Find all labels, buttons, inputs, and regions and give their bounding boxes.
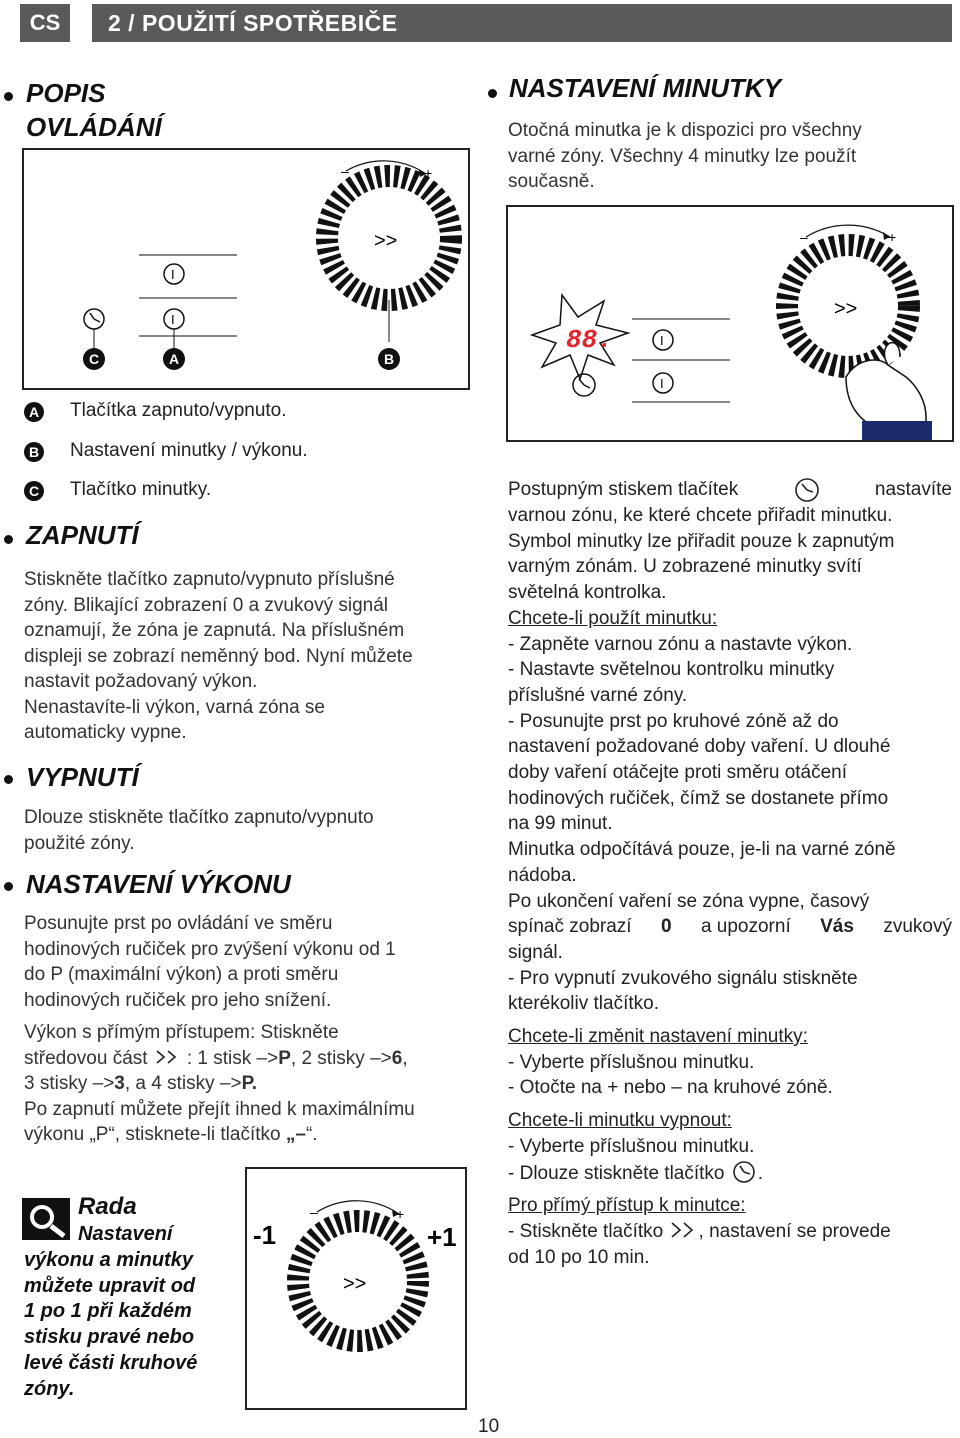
vypnuti-paragraph: Dlouze stiskněte tlačítko zapnuto/vypnuto použité zóny. [24,807,374,854]
svg-text:>>: >> [343,1273,367,1295]
svg-text:B: B [384,351,395,367]
slider-dial-diagram [327,161,451,342]
legend-letter-a: A [24,402,44,422]
timer-icon [792,477,822,503]
power-button-icon-2 [164,309,184,329]
legend-text-c: Tlačítko minutky. [70,479,212,500]
minus-label: – [341,163,349,179]
label-c-marker [83,348,105,370]
zapnuti-paragraph: Stiskněte tlačítko zapnuto/vypnuto příslušné zóny. Blikající zobrazení 0 a zvukový signál oznamují, že zóna je zapnutá. Na příslušném displeji se zobrazí neměnný bod. Nyní můžete nastavit požadovaný výkon. Nenastavíte-li výkon, varná zóna se automaticky vypne. [24,569,413,743]
svg-text:A: A [169,351,180,367]
language-tag: CS [20,4,70,42]
svg-text:–: – [800,229,808,245]
chevrons-icon [669,1221,699,1239]
rada-line: Nastavení [78,1223,173,1245]
chevrons-icon [153,1049,187,1065]
timer-icon [573,374,595,396]
svg-text:–: – [310,1204,318,1220]
bullet [488,89,497,98]
magnifier-icon [22,1198,70,1240]
dial-diagram-2 [245,1167,467,1410]
timer-diagram [506,205,954,442]
bullet [4,882,13,891]
svg-text:C: C [89,351,100,367]
legend-letter-c: C [24,481,44,501]
page-number: 10 [478,1416,500,1437]
rada-paragraph: výkonu a minutky můžete upravit od 1 po 1 při každém stisku pravé nebo levé části kruhové zóny. [24,1249,198,1400]
legend-text-a: Tlačítka zapnuto/vypnuto. [70,400,287,421]
direct-power-paragraph: Výkon s přímým přístupem: Stiskněte středovou část : 1 stisk –>P, 2 stisky –>6, 3 stisky –>3, a 4 stisky –>P. Po zapnutí můžete přejít ihned k maximálnímu výkonu „P“, stisknete-li tlačítko „–“. [24,1022,415,1145]
minus-one-label: -1 [253,1220,277,1250]
display-digits: 88. [566,325,613,355]
bullet [4,535,13,544]
plus-label: + [424,165,433,181]
minutka-paragraph: Otočná minutka je k dispozici pro všechny varné zóny. Všechny 4 minutky lze použít současně. [508,120,862,192]
svg-text:I: I [171,312,175,327]
svg-text:>>: >> [834,298,858,320]
svg-text:I: I [660,376,664,391]
svg-text:I: I [660,333,664,348]
label-a-marker [163,348,185,370]
vykon-paragraph: Posunujte prst po ovládání ve směru hodinových ručiček pro zvýšení výkonu od 1 do P (maximální výkon) a proti směru hodinových ručiček pro jeho snížení. [24,913,396,1011]
control-panel-diagram [22,148,470,390]
timer-icon [84,309,104,329]
legend-text-b: Nastavení minutky / výkonu. [70,440,308,461]
legend-letter-b: B [24,442,44,462]
zapnuti-title: ZAPNUTÍ [26,520,139,550]
bullet [4,92,13,101]
vykon-title: NASTAVENÍ VÝKONU [26,869,291,899]
rada-title: Rada [78,1193,137,1220]
bullet [4,775,13,784]
power-button-icon [164,264,184,284]
svg-text:I: I [171,267,175,282]
chapter-header: 2 / POUŽITÍ SPOTŘEBIČE [92,4,952,42]
power-button-icon-2 [653,373,673,393]
svg-text:+: + [396,1206,405,1222]
minutka-title: NASTAVENÍ MINUTKY [509,73,782,103]
timer-icon [730,1160,758,1184]
power-button-icon [653,330,673,350]
timer-instructions: Postupným stiskem tlačítek nastavíte varnou zónu, ke které chcete přiřadit minutku. Symbol minutky lze přiřadit pouze k zapnutým varným zónám. U zobrazené minutky svítí světelná kontrolka. Chcete-li použít minutku: - Zapněte varnou zónu a nastavte výkon. - Nastavte světelnou kontrolku minutky příslušné varné zóny. - Posunujte prst po kruhové zóně až do nastavení požadované doby vaření. U dlouhé doby vaření otáčejte proti směru otáčení hodinových ručiček, čímž se dostanete přímo na 99 minut. Minutka odpočítává pouze, je-li na varné zóně nádoba. Po ukončení vaření se zóna vypne, časový spínač zobrazí 0 a upozorní Vás zvukový signál. - Pro vypnutí zvukového signálu stiskněte kterékoliv tlačítko. Chcete-li změnit nastavení minutky: - Vyberte příslušnou minutku. - Otočte na + nebo – na kruhové zóně. Chcete-li minutku vypnout: - Vyberte příslušnou minutku. - Dlouze stiskněte tlačítko . Pro přímý přístup k minutce: - Stiskněte tlačítko , nastavení se provede od 10 po 10 min. [508,477,952,1270]
popis-title: POPIS OVLÁDÁNÍ [26,78,162,142]
plus-one-label: +1 [427,1222,457,1252]
chevrons-label: >> [374,230,398,252]
label-b-marker [378,348,400,370]
svg-text:+: + [888,229,897,245]
vypnuti-title: VYPNUTÍ [26,762,139,792]
